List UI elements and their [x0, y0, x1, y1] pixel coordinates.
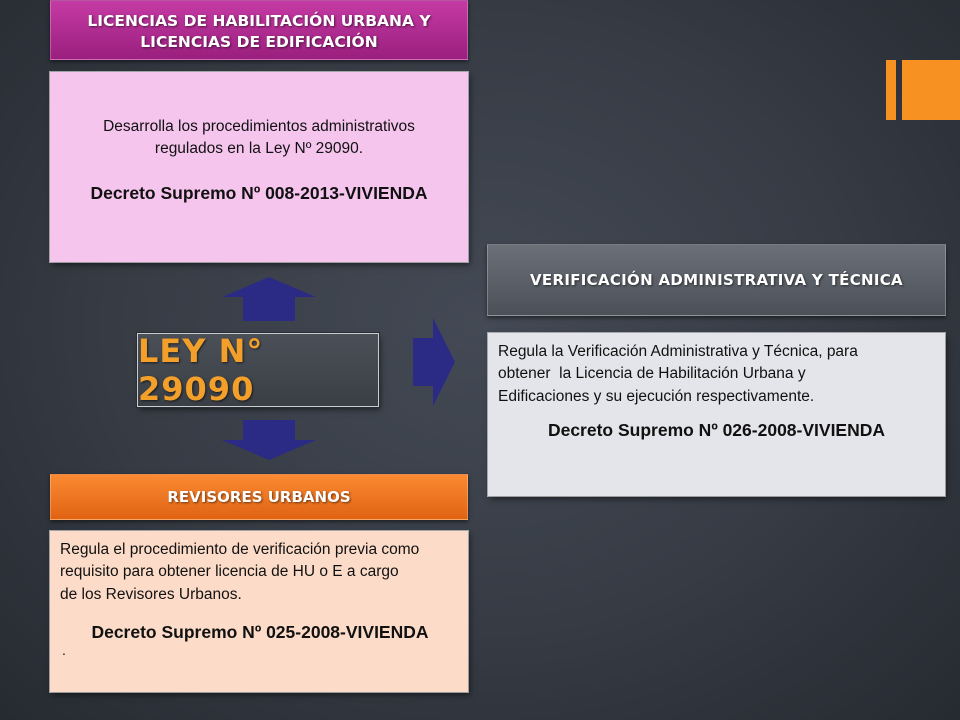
revisores-description-line1: Regula el procedimiento de verificación previa como: [60, 541, 420, 558]
verificacion-description-line2: obtener la Licencia de Habilitación Urbana y: [498, 365, 806, 383]
revisores-decree: Decreto Supremo Nº 025-2008-VIVIENDA: [91, 622, 429, 643]
orange-bar-wide: [902, 60, 960, 120]
verificacion-description-line1: Regula la Verificación Administrativa y Técnica, para: [498, 343, 858, 360]
revisores-description-line2: requisito para obtener licencia de HU o E a cargo: [60, 563, 399, 581]
revisores-content-box: [50, 531, 468, 692]
revisores-header: [50, 474, 468, 520]
verificacion-header-text: VERIFICACIÓN ADMINISTRATIVA Y TÉCNICA: [530, 271, 903, 289]
arrow-down-icon: [222, 420, 316, 460]
arrow-up-icon: [222, 277, 316, 321]
licencias-description-line1: Desarrolla los procedimientos administrativos: [103, 118, 415, 135]
revisores-header-text: REVISORES URBANOS: [167, 488, 351, 506]
licencias-decree: Decreto Supremo Nº 008-2013-VIVIENDA: [90, 182, 428, 203]
licencias-description-line2: regulados en la Ley Nº 29090.: [154, 140, 364, 158]
law-title: LEY N° 29090: [138, 332, 264, 408]
verificacion-header: [487, 244, 946, 316]
licencias-header-line1: LICENCIAS DE HABILITACIÓN URBANA Y: [87, 12, 431, 31]
licencias-header-line2: LICENCIAS DE EDIFICACIÓN: [140, 33, 378, 51]
verificacion-decree: Decreto Supremo Nº 026-2008-VIVIENDA: [547, 420, 886, 441]
verificacion-content-box: [488, 333, 945, 496]
revisores-bullet: .: [62, 642, 66, 659]
law-title-box: [138, 334, 378, 406]
verificacion-description-line3: Edificaciones y su ejecución respectivamente.: [498, 387, 815, 405]
licencias-header: [50, 0, 468, 60]
decorative-orange-bars: [886, 60, 960, 120]
orange-bar-thin: [886, 60, 896, 120]
licencias-content-box: [50, 72, 468, 262]
arrow-right-icon: [413, 318, 455, 406]
revisores-description-line3: de los Revisores Urbanos.: [60, 585, 242, 603]
